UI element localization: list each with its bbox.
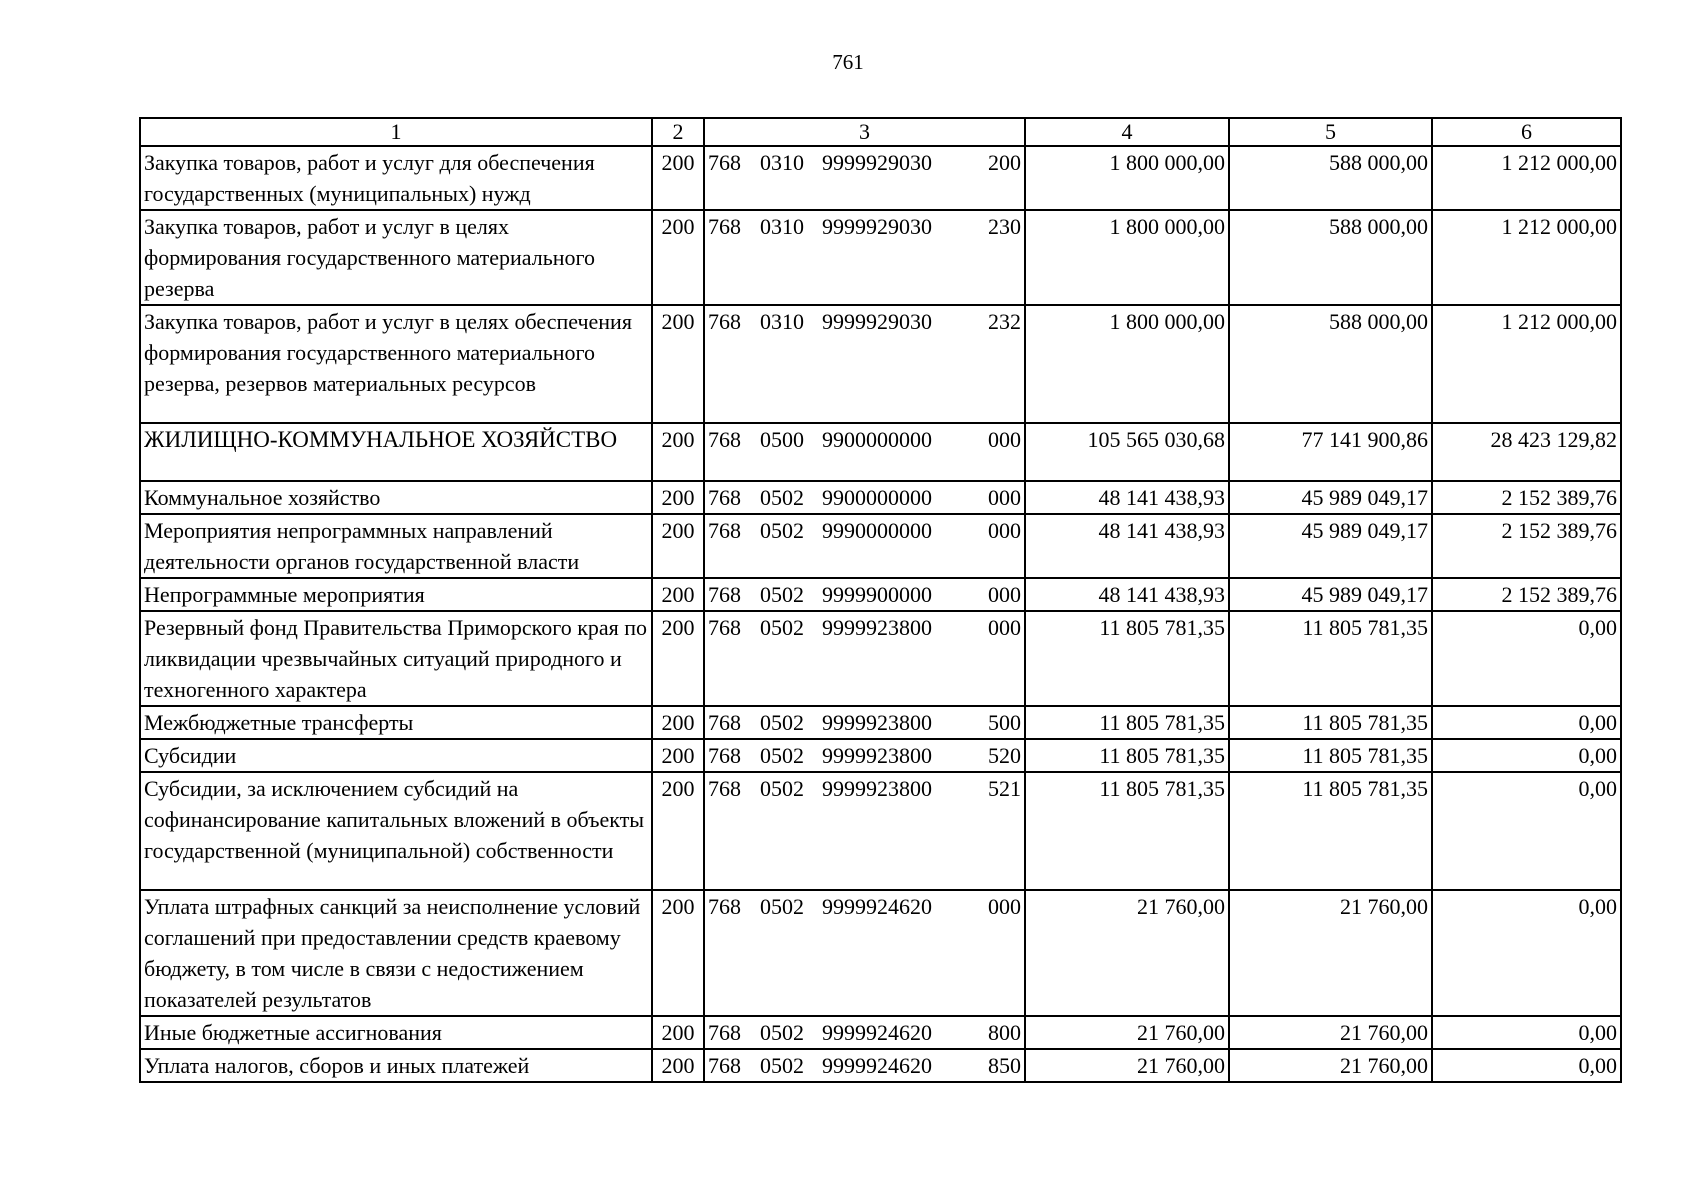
- budget-classification-code: [704, 1016, 1025, 1049]
- table-row: [140, 578, 1621, 611]
- expense-kind-code: 200: [988, 150, 1021, 175]
- code-parts: [708, 482, 1021, 513]
- expense-kind-code: 520: [988, 743, 1021, 768]
- amount-col6: 0,00: [1432, 1049, 1621, 1082]
- section-code: 0502: [760, 1053, 804, 1078]
- code-parts: [708, 773, 1021, 804]
- amount-col6: 2 152 389,76: [1432, 514, 1621, 578]
- amount-col6: 0,00: [1432, 739, 1621, 772]
- department-code: 768: [708, 615, 741, 640]
- table-row: [140, 739, 1621, 772]
- article-code: 9999900000: [822, 582, 932, 607]
- table-row: [140, 890, 1621, 1016]
- department-code: 768: [708, 743, 741, 768]
- section-code: 0502: [760, 582, 804, 607]
- amount-col4: 48 141 438,93: [1025, 578, 1229, 611]
- amount-col6: 0,00: [1432, 890, 1621, 1016]
- section-code: 0502: [760, 743, 804, 768]
- department-code: 768: [708, 1020, 741, 1045]
- grbs-code: 200: [652, 578, 704, 611]
- amount-col4: 21 760,00: [1025, 1016, 1229, 1049]
- budget-classification-code: [704, 305, 1025, 423]
- amount-col6: 1 212 000,00: [1432, 146, 1621, 210]
- article-code: 9999929030: [822, 150, 932, 175]
- section-code: 0502: [760, 710, 804, 735]
- article-code: 9999929030: [822, 309, 932, 334]
- expense-kind-code: 000: [988, 615, 1021, 640]
- amount-col4: 105 565 030,68: [1025, 423, 1229, 481]
- article-code: 9999923800: [822, 776, 932, 801]
- section-code: 0502: [760, 615, 804, 640]
- amount-col5: 588 000,00: [1229, 305, 1432, 423]
- grbs-code: 200: [652, 1016, 704, 1049]
- expense-kind-code: 230: [988, 214, 1021, 239]
- budget-classification-code: [704, 890, 1025, 1016]
- section-code: 0502: [760, 518, 804, 543]
- article-code: 9990000000: [822, 518, 932, 543]
- code-parts: [708, 306, 1021, 337]
- table-row: [140, 1016, 1621, 1049]
- amount-col5: 45 989 049,17: [1229, 514, 1432, 578]
- row-name: Закупка товаров, работ и услуг для обеспечения государственных (муниципальных) нужд: [140, 146, 652, 210]
- amount-col5: 21 760,00: [1229, 1049, 1432, 1082]
- expense-kind-code: 000: [988, 485, 1021, 510]
- grbs-code: 200: [652, 481, 704, 514]
- budget-classification-code: [704, 481, 1025, 514]
- article-code: 9900000000: [822, 427, 932, 452]
- section-code: 0310: [760, 309, 804, 334]
- row-name: Коммунальное хозяйство: [140, 481, 652, 514]
- code-parts: [708, 891, 1021, 922]
- department-code: 768: [708, 150, 741, 175]
- section-code: 0502: [760, 1020, 804, 1045]
- expense-kind-code: 000: [988, 518, 1021, 543]
- department-code: 768: [708, 427, 741, 452]
- table-row: [140, 210, 1621, 305]
- section-code: 0502: [760, 776, 804, 801]
- code-parts: [708, 612, 1021, 643]
- table-row: [140, 305, 1621, 423]
- grbs-code: 200: [652, 423, 704, 481]
- expense-kind-code: 521: [988, 776, 1021, 801]
- budget-classification-code: [704, 772, 1025, 890]
- table-row: [140, 706, 1621, 739]
- amount-col6: 1 212 000,00: [1432, 305, 1621, 423]
- grbs-code: 200: [652, 611, 704, 706]
- amount-col4: 11 805 781,35: [1025, 611, 1229, 706]
- amount-col6: 0,00: [1432, 706, 1621, 739]
- grbs-code: 200: [652, 514, 704, 578]
- department-code: 768: [708, 309, 741, 334]
- department-code: 768: [708, 1053, 741, 1078]
- amount-col5: 21 760,00: [1229, 890, 1432, 1016]
- header-cell: 1: [140, 118, 652, 146]
- amount-col4: 21 760,00: [1025, 1049, 1229, 1082]
- amount-col5: 45 989 049,17: [1229, 578, 1432, 611]
- department-code: 768: [708, 214, 741, 239]
- table-row: [140, 611, 1621, 706]
- section-code: 0310: [760, 150, 804, 175]
- amount-col4: 1 800 000,00: [1025, 146, 1229, 210]
- amount-col4: 21 760,00: [1025, 890, 1229, 1016]
- expense-kind-code: 232: [988, 309, 1021, 334]
- budget-classification-code: [704, 514, 1025, 578]
- budget-table: [139, 117, 1622, 1083]
- budget-classification-code: [704, 739, 1025, 772]
- article-code: 9999924620: [822, 1053, 932, 1078]
- department-code: 768: [708, 485, 741, 510]
- section-code: 0502: [760, 485, 804, 510]
- budget-classification-code: [704, 611, 1025, 706]
- row-name: Непрограммные мероприятия: [140, 578, 652, 611]
- page-number: 761: [832, 50, 864, 74]
- article-code: 9999924620: [822, 894, 932, 919]
- header-cell: 2: [652, 118, 704, 146]
- amount-col6: 0,00: [1432, 772, 1621, 890]
- department-code: 768: [708, 710, 741, 735]
- department-code: 768: [708, 518, 741, 543]
- header-cell: 4: [1025, 118, 1229, 146]
- article-code: 9999924620: [822, 1020, 932, 1045]
- article-code: 9999923800: [822, 615, 932, 640]
- row-name: Резервный фонд Правительства Приморского края по ликвидации чрезвычайных ситуаций природного и техногенного характера: [140, 611, 652, 706]
- section-code: 0310: [760, 214, 804, 239]
- amount-col6: 0,00: [1432, 611, 1621, 706]
- grbs-code: 200: [652, 210, 704, 305]
- amount-col4: 48 141 438,93: [1025, 514, 1229, 578]
- amount-col5: 588 000,00: [1229, 146, 1432, 210]
- row-name: ЖИЛИЩНО-КОММУНАЛЬНОЕ ХОЗЯЙСТВО: [140, 423, 652, 481]
- budget-classification-code: [704, 706, 1025, 739]
- article-code: 9999923800: [822, 710, 932, 735]
- header-cell: 5: [1229, 118, 1432, 146]
- amount-col5: 21 760,00: [1229, 1016, 1432, 1049]
- amount-col4: 11 805 781,35: [1025, 772, 1229, 890]
- row-name: Закупка товаров, работ и услуг в целях формирования государственного материального резерва: [140, 210, 652, 305]
- amount-col5: 77 141 900,86: [1229, 423, 1432, 481]
- code-parts: [708, 515, 1021, 546]
- expense-kind-code: 000: [988, 582, 1021, 607]
- code-parts: [708, 707, 1021, 738]
- section-code: 0500: [760, 427, 804, 452]
- code-parts: [708, 211, 1021, 242]
- row-name: Субсидии, за исключением субсидий на софинансирование капитальных вложений в объекты государственной (муниципальной) собственности: [140, 772, 652, 890]
- grbs-code: 200: [652, 305, 704, 423]
- grbs-code: 200: [652, 1049, 704, 1082]
- budget-classification-code: [704, 1049, 1025, 1082]
- row-name: Мероприятия непрограммных направлений деятельности органов государственной власти: [140, 514, 652, 578]
- expense-kind-code: 850: [988, 1053, 1021, 1078]
- table-row: [140, 772, 1621, 890]
- article-code: 9900000000: [822, 485, 932, 510]
- row-name: Межбюджетные трансферты: [140, 706, 652, 739]
- amount-col5: 11 805 781,35: [1229, 772, 1432, 890]
- grbs-code: 200: [652, 772, 704, 890]
- amount-col4: 48 141 438,93: [1025, 481, 1229, 514]
- table-row: [140, 514, 1621, 578]
- department-code: 768: [708, 582, 741, 607]
- table-row: [140, 1049, 1621, 1082]
- expense-kind-code: 000: [988, 427, 1021, 452]
- amount-col5: 45 989 049,17: [1229, 481, 1432, 514]
- amount-col5: 588 000,00: [1229, 210, 1432, 305]
- section-code: 0502: [760, 894, 804, 919]
- budget-classification-code: [704, 210, 1025, 305]
- expense-kind-code: 500: [988, 710, 1021, 735]
- amount-col6: 1 212 000,00: [1432, 210, 1621, 305]
- row-name: Уплата штрафных санкций за неисполнение условий соглашений при предоставлении средств краевому бюджету, в том числе в связи с недостижением показателей результатов: [140, 890, 652, 1016]
- amount-col4: 11 805 781,35: [1025, 739, 1229, 772]
- row-name: Уплата налогов, сборов и иных платежей: [140, 1049, 652, 1082]
- row-name: Закупка товаров, работ и услуг в целях обеспечения формирования государственного материального резерва, резервов материальных ресурсов: [140, 305, 652, 423]
- amount-col6: 2 152 389,76: [1432, 481, 1621, 514]
- amount-col5: 11 805 781,35: [1229, 611, 1432, 706]
- grbs-code: 200: [652, 706, 704, 739]
- grbs-code: 200: [652, 146, 704, 210]
- expense-kind-code: 800: [988, 1020, 1021, 1045]
- budget-classification-code: [704, 423, 1025, 481]
- amount-col5: 11 805 781,35: [1229, 706, 1432, 739]
- grbs-code: 200: [652, 739, 704, 772]
- table-row: [140, 146, 1621, 210]
- code-parts: [708, 424, 1021, 455]
- amount-col6: 0,00: [1432, 1016, 1621, 1049]
- amount-col5: 11 805 781,35: [1229, 739, 1432, 772]
- row-name: Субсидии: [140, 739, 652, 772]
- budget-classification-code: [704, 146, 1025, 210]
- amount-col6: 28 423 129,82: [1432, 423, 1621, 481]
- header-row: [140, 118, 1621, 146]
- expense-kind-code: 000: [988, 894, 1021, 919]
- code-parts: [708, 740, 1021, 771]
- department-code: 768: [708, 894, 741, 919]
- article-code: 9999923800: [822, 743, 932, 768]
- row-name: Иные бюджетные ассигнования: [140, 1016, 652, 1049]
- budget-classification-code: [704, 578, 1025, 611]
- department-code: 768: [708, 776, 741, 801]
- grbs-code: 200: [652, 890, 704, 1016]
- amount-col4: 1 800 000,00: [1025, 210, 1229, 305]
- code-parts: [708, 1017, 1021, 1048]
- header-cell: 6: [1432, 118, 1621, 146]
- code-parts: [708, 1050, 1021, 1081]
- header-cell: 3: [704, 118, 1025, 146]
- amount-col4: 1 800 000,00: [1025, 305, 1229, 423]
- table-row: [140, 481, 1621, 514]
- code-parts: [708, 579, 1021, 610]
- table-row: [140, 423, 1621, 481]
- amount-col6: 2 152 389,76: [1432, 578, 1621, 611]
- article-code: 9999929030: [822, 214, 932, 239]
- code-parts: [708, 147, 1021, 178]
- amount-col4: 11 805 781,35: [1025, 706, 1229, 739]
- table-body: [140, 118, 1621, 1082]
